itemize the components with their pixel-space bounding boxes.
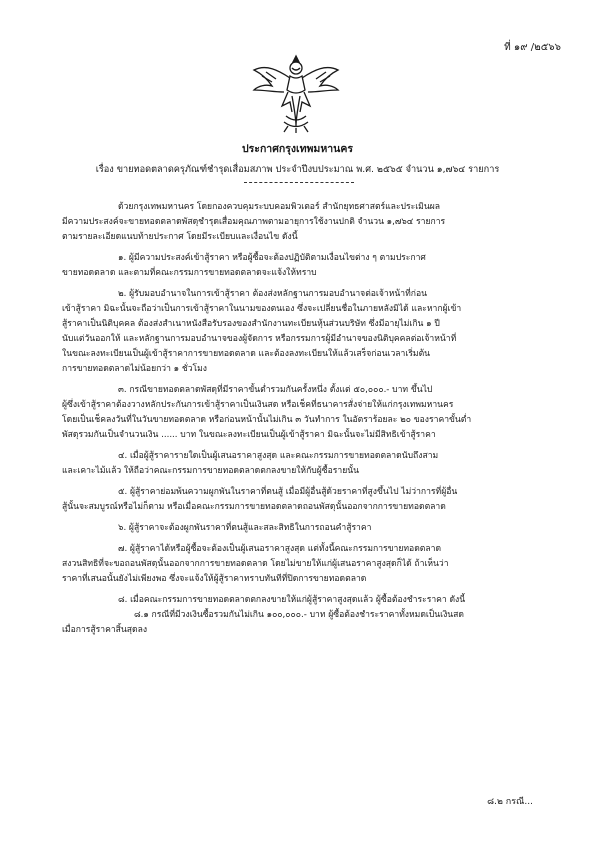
paragraph-line: สู้นั้นจะสมบูรณ์หรือไม่ก็ตาม หรือเมื่อคณะกรรมการขายทอดตลาดถอนพัสดุนั้นออกจากการขายทอดตลาด xyxy=(62,502,446,512)
paragraph-line: การขายทอดตลาดไม่น้อยกว่า ๑ ชั่วโมง xyxy=(62,364,208,374)
paragraph-line: และเคาะไม้แล้ว ให้ถือว่าคณะกรรมการขายทอดตลาดตกลงขายให้กับผู้ซื้อรายนั้น xyxy=(62,466,360,476)
paragraph-line: นับแต่วันออกให้ และหลักฐานการมอบอำนาจของผู้จัดการ หรือกรรมการผู้มีอำนาจของนิติบุคคลต่อเจ้าหน้าที่ xyxy=(62,334,457,344)
paragraph-line: ๗. ผู้สู้ราคาได้หรือผู้ซื้อจะต้องเป็นผู้เสนอราคาสูงสุด แต่ทั้งนี้คณะกรรมการขายทอดตลาด xyxy=(118,544,442,554)
paragraph-line: ๑. ผู้มีความประสงค์เข้าสู้ราคา หรือผู้ซื้อจะต้องปฏิบัติตามเงื่อนไขต่าง ๆ ตามประกาศ xyxy=(118,253,426,263)
paragraph-7 xyxy=(62,542,559,587)
paragraph-line: พัสดุรวมกันเป็นจำนวนเงิน ...... บาท ในขณะลงทะเบียนเป็นผู้เข้าสู้ราคา มิฉะนั้นจะไม่มีสิทธิเข้าสู้ราคา xyxy=(62,430,436,440)
document-number: ที่ ๑๙ /๒๕๖๖ xyxy=(504,42,561,53)
paragraph-3 xyxy=(62,383,559,443)
paragraph-line: ๘. เมื่อคณะกรรมการขายทอดตลาดตกลงขายให้แก่ผู้สู้ราคาสูงสุดแล้ว ผู้ซื้อต้องชำระราคา ดังนี้ xyxy=(118,595,466,605)
document-body xyxy=(62,200,559,644)
paragraph-line: มีความประสงค์จะขายทอดตลาดพัสดุชำรุดเสื่อมคุณภาพตามอายุการใช้งานปกติ จำนวน ๑,๗๖๔ รายการ xyxy=(62,217,446,227)
paragraph-line: ผู้ซึ่งเข้าสู้ราคาต้องวางหลักประกันการเข้าสู้ราคาเป็นเงินสด หรือเช็คที่ธนาคารสั่งจ่ายให้แก่กรุงเทพมหานคร xyxy=(62,400,454,410)
paragraph-4 xyxy=(62,449,559,479)
paragraph-line: สงวนสิทธิที่จะขอถอนพัสดุนั้นออกจากการขายทอดตลาด โดยไม่ขายให้แก่ผู้เสนอราคาสูงสุดก็ได้ ถ้าเห็นว่า xyxy=(62,559,449,569)
paragraph-line: ๕. ผู้สู้ราคาย่อมพ้นความผูกพันในราคาที่ตนสู้ เมื่อมีผู้อื่นสู้ด้วยราคาที่สูงขึ้นไป ไม่ว่าการที่ผู้อื่น xyxy=(118,487,458,497)
paragraph-line: เข้าสู้ราคา มิฉะนั้นจะถือว่าเป็นการเข้าสู้ราคาในนามของตนเอง ซึ่งจะเปลี่ยนชื่อในภายหลังมิได้ และหากผู้เข้า xyxy=(62,304,462,314)
garuda-emblem-icon xyxy=(248,50,344,134)
paragraph-line: ๔. เมื่อผู้สู้ราคารายใดเป็นผู้เสนอราคาสูงสุด และคณะกรรมการขายทอดตลาดนับถึงสาม xyxy=(118,451,439,461)
paragraph-line: ๖. ผู้สู้ราคาจะต้องผูกพันราคาที่ตนสู้และสละสิทธิในการถอนคำสู้ราคา xyxy=(118,523,372,533)
paragraph-line: ๒. ผู้รับมอบอำนาจในการเข้าสู้ราคา ต้องส่งหลักฐานการมอบอำนาจต่อเจ้าหน้าที่ก่อน xyxy=(118,289,427,299)
paragraph-0 xyxy=(62,200,559,245)
paragraph-line: ด้วยกรุงเทพมหานคร โดยกองควบคุมระบบคอมพิวเตอร์ สำนักยุทธศาสตร์และประเมินผล xyxy=(118,202,441,212)
paragraph-line: ในขณะลงทะเบียนเป็นผู้เข้าสู้ราคาการขายทอดตลาด และต้องลงทะเบียนให้แล้วเสร็จก่อนเวลาเริ่มต้น xyxy=(62,349,431,359)
sub-clause-line: ๘.๑ กรณีที่มีวงเงินซื้อรวมกันไม่เกิน ๑๐๐,๐๐๐.- บาท ผู้ซื้อต้องชำระราคาทั้งหมดเป็นเงินสด xyxy=(134,610,465,620)
announcement-title: ประกาศกรุงเทพมหานคร xyxy=(242,143,353,155)
separator-line xyxy=(244,182,354,183)
paragraph-5 xyxy=(62,485,559,515)
paragraph-line: โดยเป็นเช็คลงวันที่ในวันขายทอดตลาด หรือก่อนหน้านั้นไม่เกิน ๓ วันทำการ ในอัตราร้อยละ ๒๐ ของราคาขั้นต่ำ xyxy=(62,415,472,425)
paragraph-2 xyxy=(62,287,559,377)
paragraph-line: ๓. กรณีขายทอดตลาดพัสดุที่มีราคาขั้นต่ำรวมกันครั้งหนึ่ง ตั้งแต่ ๕๐,๐๐๐.- บาท ขึ้นไป xyxy=(118,385,433,395)
sub-clause-line: เมื่อการสู้ราคาสิ้นสุดลง xyxy=(62,625,148,635)
paragraph-6 xyxy=(62,521,559,536)
paragraph-8 xyxy=(62,593,559,638)
paragraph-line: ขายทอดตลาด และตามที่คณะกรรมการขายทอดตลาดจะแจ้งให้ทราบ xyxy=(62,268,317,278)
subject-line: เรื่อง ขายทอดตลาดครุภัณฑ์ชำรุดเสื่อมสภาพ ประจำปีงบประมาณ พ.ศ. ๒๕๖๕ จำนวน ๑,๗๖๔ รายการ xyxy=(95,164,500,175)
paragraph-line: ตามรายละเอียดแนบท้ายประกาศ โดยมีระเบียบและเงื่อนไข ดังนี้ xyxy=(62,232,298,242)
continuation-note: ๘.๒ กรณี... xyxy=(487,797,533,807)
paragraph-line: ราคาที่เสนอนั้นยังไม่เพียงพอ ซึ่งจะแจ้งให้ผู้สู้ราคาทราบทันทีที่ปิดการขายทอดตลาด xyxy=(62,574,367,584)
paragraph-1 xyxy=(62,251,559,281)
paragraph-line: สู้ราคาเป็นนิติบุคคล ต้องส่งสำเนาหนังสือรับรองของสำนักงานทะเบียนหุ้นส่วนบริษัท ซึ่งมีอายุไม่เกิน ๑ ปี xyxy=(62,319,440,329)
